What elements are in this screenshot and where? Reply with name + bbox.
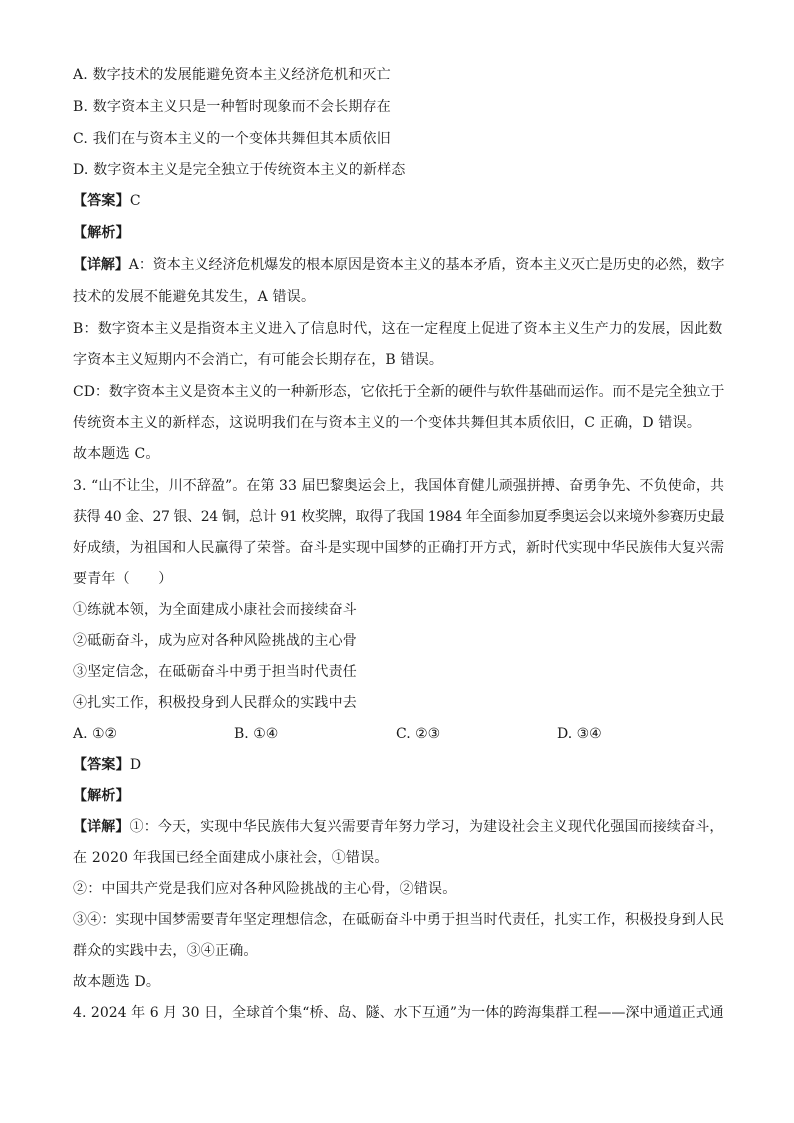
q2-explain-line: 传统资本主义的新样态，这说明我们在与资本主义的一个变体共舞但其本质依旧，C 正确，D 错误。 — [73, 415, 702, 431]
q2-option-b: B. 数字资本主义只是一种暂时现象而不会长期存在 — [73, 99, 391, 115]
q2-answer-tag: 【答案】 — [73, 193, 130, 209]
q3-stem-line: 3. “山不让尘，川不辞盈”。在第 33 届巴黎奥运会上，我国体育健儿顽强拼搏、奋勇争先、不负使命，共 — [73, 478, 725, 494]
q2-explain-line — [73, 256, 724, 274]
q2-explain-line: B：数字资本主义是指资本主义进入了信息时代，这在一定程度上促进了资本主义生产力的发展，因此数 — [73, 321, 723, 337]
q2-option-c: C. 我们在与资本主义的一个变体共舞但其本质依旧 — [73, 131, 391, 147]
q4-stem-line: 4. 2024 年 6 月 30 日，全球首个集“桥、岛、隧、水下互通”为一体的跨海集群工程——深中通道正式通 — [73, 1005, 724, 1021]
q2-explain-text: A：资本主义经济危机爆发的根本原因是资本主义的基本矛盾，资本主义灭亡是历史的必然，数字 — [128, 257, 725, 273]
q2-answer-value: C — [129, 193, 141, 209]
q3-analysis-tag: 【解析】 — [73, 788, 130, 804]
q3-answer — [73, 756, 141, 774]
q2-option-d: D. 数字资本主义是完全独立于传统资本主义的新样态 — [73, 162, 406, 178]
q2-answer — [73, 192, 141, 210]
q3-detail-tag: 【详解】 — [73, 819, 130, 835]
q3-stem-line: 获得 40 金、27 银、24 铜，总计 91 枚奖牌，取得了我国 1984 年全面参加夏季奥运会以来境外参赛历史最 — [73, 509, 725, 525]
q3-stem-line: 要青年（ ） — [73, 571, 173, 587]
q3-choice-d: D. ③④ — [557, 726, 602, 742]
q2-conclusion: 故本题选 C。 — [73, 446, 160, 462]
q3-item-4: ④扎实工作，积极投身到人民群众的实践中去 — [73, 695, 357, 711]
q3-stem-line: 好成绩，为祖国和人民赢得了荣誉。奋斗是实现中国梦的正确打开方式，新时代实现中华民族伟大复兴需 — [73, 540, 725, 556]
q2-explain-line: CD：数字资本主义是资本主义的一种新形态，它依托于全新的硬件与软件基础而运作。而不是完全独立于 — [73, 384, 725, 400]
q3-explain-line: ③④：实现中国梦需要青年坚定理想信念，在砥砺奋斗中勇于担当时代责任，扎实工作，积极投身到人民 — [73, 912, 725, 928]
q3-choice-c: C. ②③ — [396, 726, 441, 742]
q3-choice-b: B. ①④ — [234, 726, 279, 742]
q2-explain-line: 技术的发展不能避免其发生，A 错误。 — [73, 289, 316, 305]
q3-item-1: ①练就本领，为全面建成小康社会而接续奋斗 — [73, 602, 357, 618]
q3-explain-line: ②：中国共产党是我们应对各种风险挑战的主心骨，②错误。 — [73, 881, 457, 897]
q3-explain-line — [73, 818, 724, 836]
q3-item-2: ②砥砺奋斗，成为应对各种风险挑战的主心骨 — [73, 633, 357, 649]
q3-answer-value: D — [129, 757, 142, 773]
q2-option-a: A. 数字技术的发展能避免资本主义经济危机和灭亡 — [73, 67, 391, 83]
q3-explain-line: 群众的实践中去，③④正确。 — [73, 943, 258, 959]
q3-explain-line: 在 2020 年我国已经全面建成小康社会，①错误。 — [73, 850, 389, 866]
q3-conclusion: 故本题选 D。 — [73, 974, 161, 990]
q3-explain-text: ①：今天，实现中华民族伟大复兴需要青年努力学习，为建设社会主义现代化强国而接续奋斗， — [129, 819, 724, 835]
q3-choice-a: A. ①② — [73, 726, 118, 742]
q2-detail-tag: 【详解】 — [73, 257, 129, 273]
q2-analysis-tag: 【解析】 — [73, 225, 130, 241]
q3-answer-tag: 【答案】 — [73, 757, 130, 773]
q2-explain-line: 字资本主义短期内不会消亡，有可能会长期存在，B 错误。 — [73, 352, 444, 368]
q3-item-3: ③坚定信念，在砥砺奋斗中勇于担当时代责任 — [73, 664, 357, 680]
